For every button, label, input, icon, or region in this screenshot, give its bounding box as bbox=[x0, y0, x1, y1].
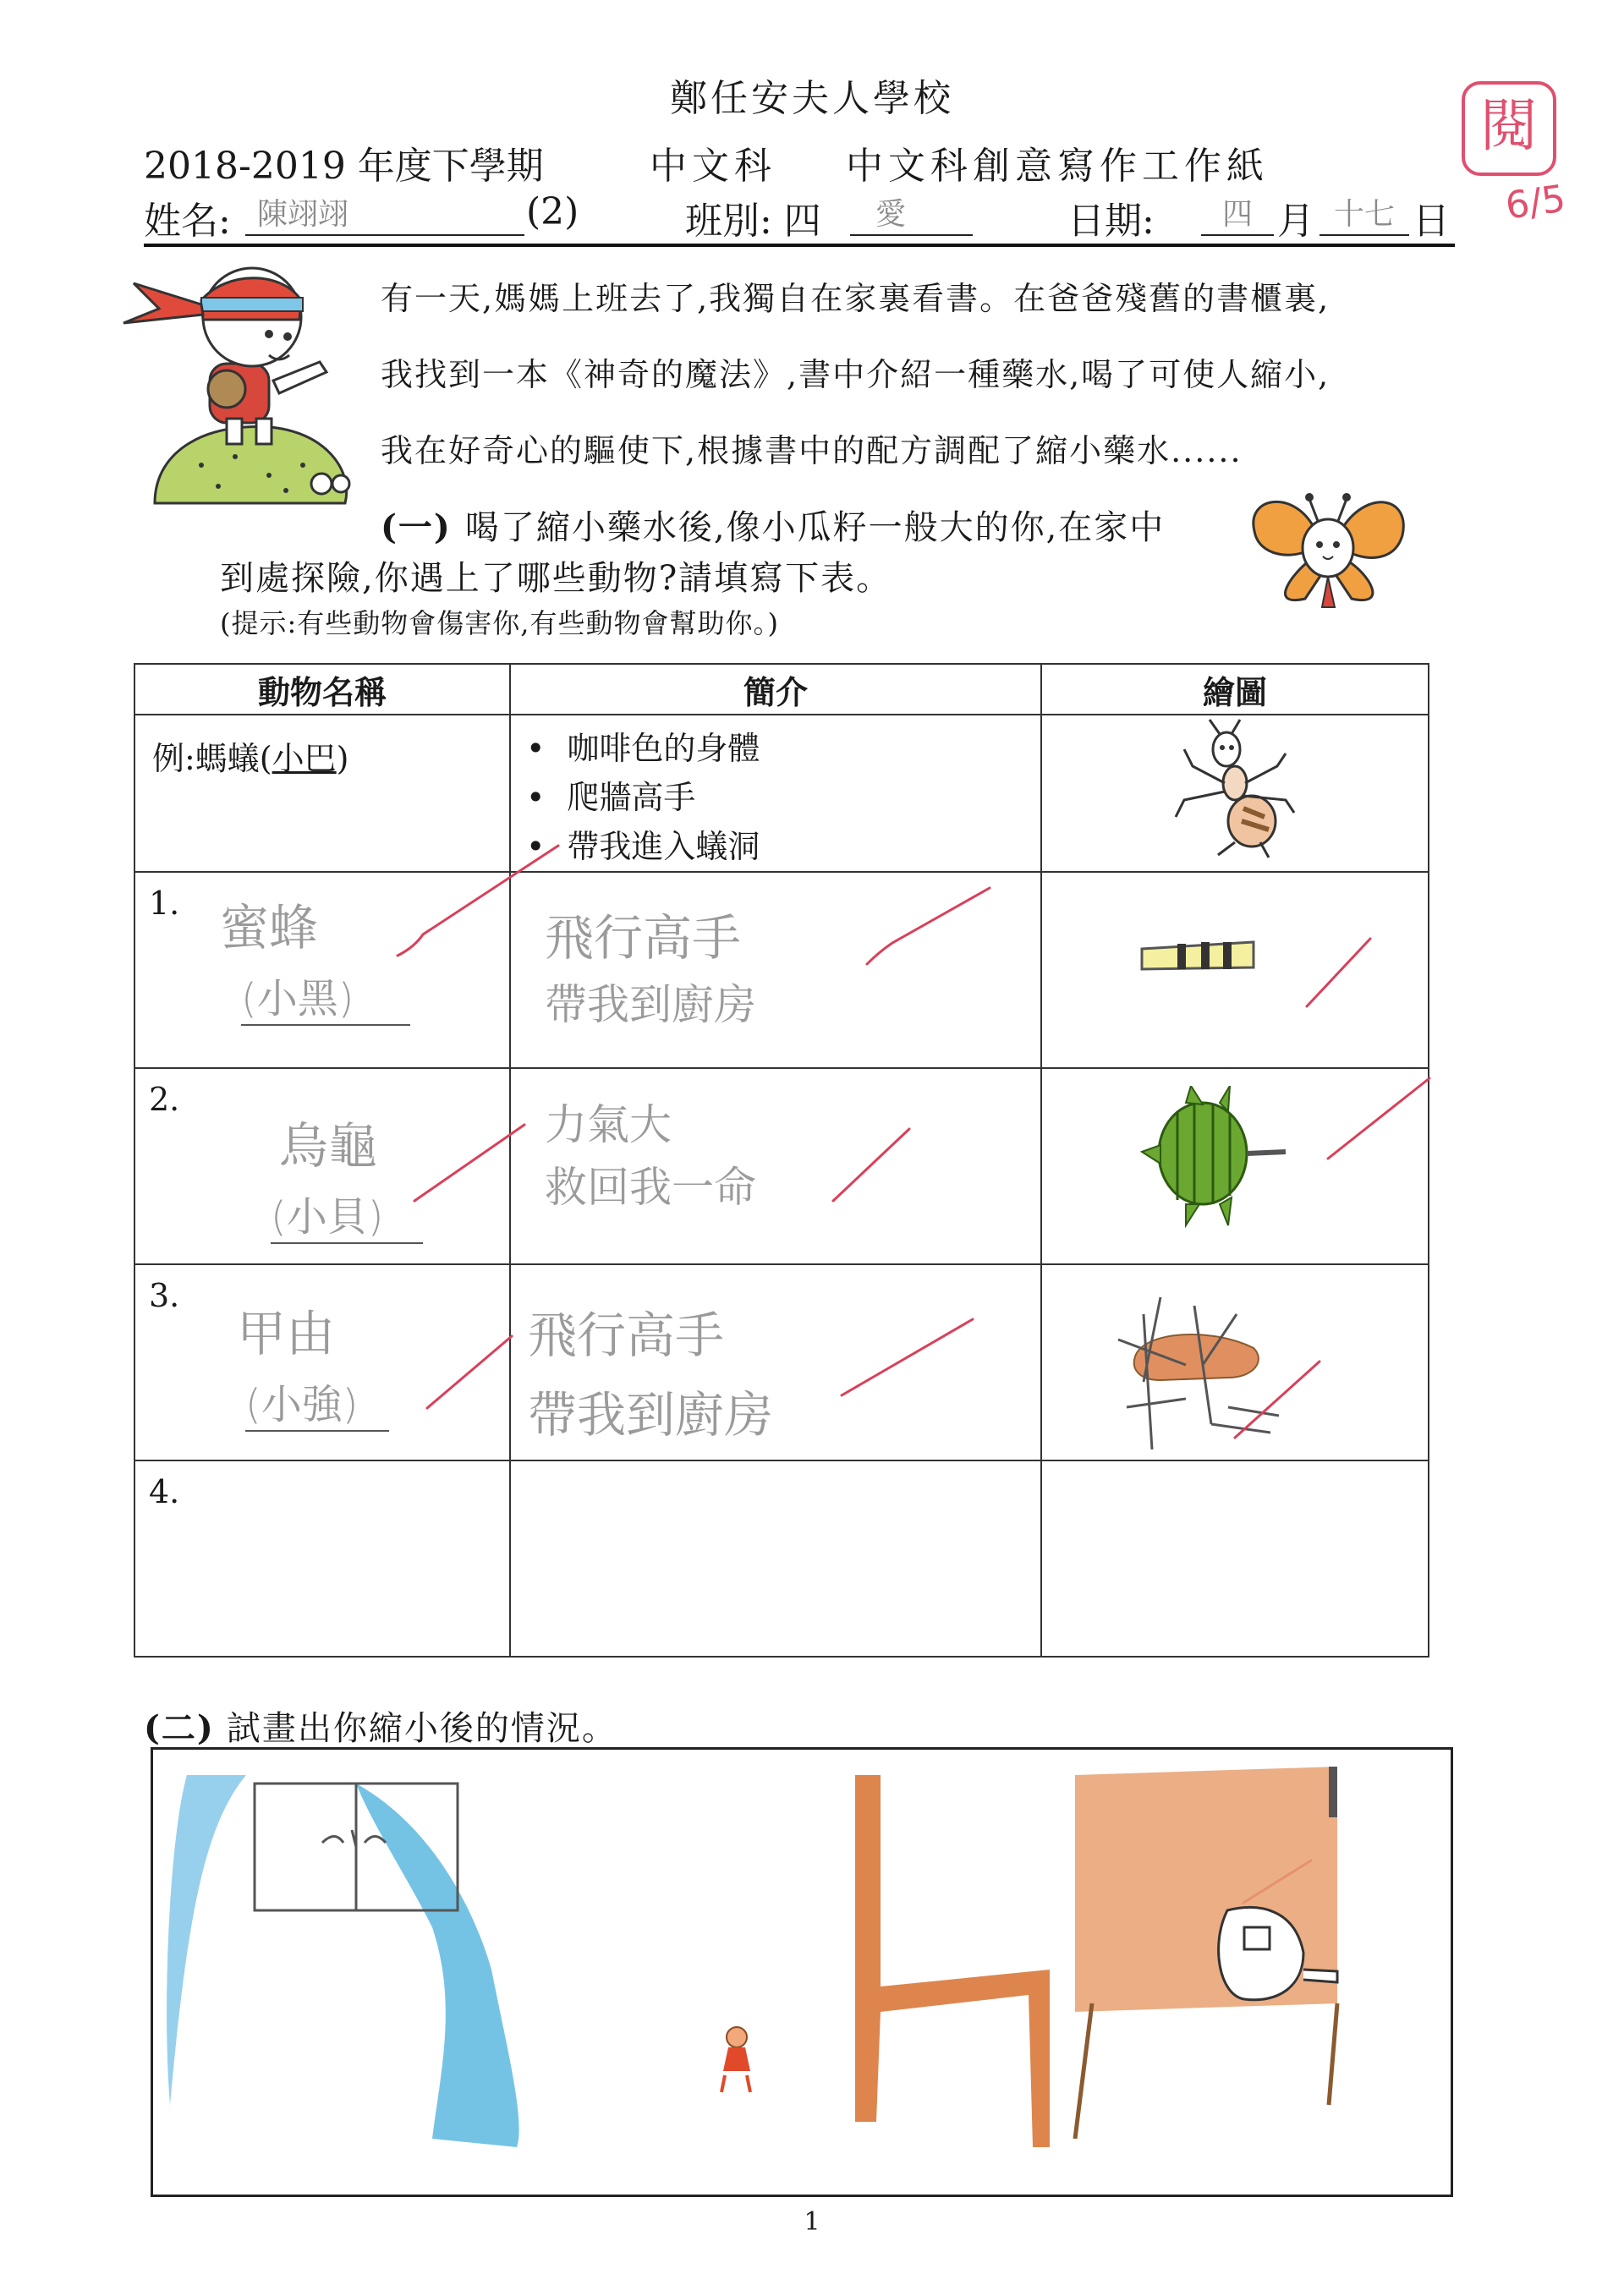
class-label: 班別: 四 bbox=[685, 200, 821, 243]
header-drawing: 繪圖 bbox=[1041, 664, 1429, 715]
row-intro-line: 飛行高手 bbox=[528, 1307, 725, 1364]
example-prefix: 例:螞蟻( bbox=[152, 740, 272, 777]
row-intro-line: 飛行高手 bbox=[545, 909, 742, 967]
row-animal-nickname: (小貝) bbox=[271, 1184, 423, 1244]
row-number: 3. bbox=[149, 1277, 180, 1314]
question1-line1: 喝了縮小藥水後,像小瓜籽一般大的你,在家中 bbox=[464, 508, 1166, 547]
name-label: 姓名: bbox=[144, 200, 231, 243]
row-intro-line: 力氣大 bbox=[545, 1100, 672, 1149]
row-animal-nickname: (小強) bbox=[245, 1372, 389, 1432]
example-nickname: 小巴 bbox=[272, 740, 337, 777]
story-line-1: 有一天,媽媽上班去了,我獨自在家裏看書。在爸爸殘舊的書櫃裏, bbox=[381, 280, 1330, 317]
worksheet-title: 中文科創意寫作工作紙 bbox=[846, 145, 1269, 188]
row-number: 4. bbox=[149, 1473, 180, 1510]
story-line-3: 我在好奇心的驅使下,根據書中的配方調配了縮小藥水...... bbox=[381, 432, 1243, 469]
check-mark-icon bbox=[833, 1129, 909, 1201]
question1-line2: 到處探險,你遇上了哪些動物?請填寫下表。 bbox=[220, 559, 892, 598]
name-value: 陳翊翊 bbox=[257, 197, 349, 232]
example-suffix: ) bbox=[336, 740, 349, 777]
story-line-2: 我找到一本《神奇的魔法》,書中介紹一種藥水,喝了可使人縮小, bbox=[381, 356, 1330, 393]
question1-hint: (提示:有些動物會傷害你,有些動物會幫助你。) bbox=[220, 607, 779, 639]
row-number: 2. bbox=[149, 1081, 180, 1118]
header-animal-name: 動物名稱 bbox=[134, 664, 510, 715]
row-intro-line: 救回我一命 bbox=[545, 1163, 756, 1212]
example-bullet: • 爬牆高手 bbox=[526, 773, 1040, 822]
check-mark-icon bbox=[842, 1319, 973, 1395]
check-mark-icon bbox=[867, 888, 990, 964]
example-bullet: • 咖啡色的身體 bbox=[526, 724, 1040, 773]
date-month: 四 bbox=[1221, 197, 1253, 232]
subject: 中文科 bbox=[650, 145, 776, 188]
example-bullet: • 帶我進入蟻洞 bbox=[526, 822, 1040, 871]
date-label: 日期: bbox=[1067, 200, 1155, 243]
question2-text: 試畫出你縮小後的情況。 bbox=[226, 1709, 617, 1748]
check-mark-icon bbox=[1328, 1078, 1429, 1159]
class-value: 愛 bbox=[875, 197, 907, 232]
check-mark-icon bbox=[398, 846, 558, 956]
row-intro-line: 帶我到廚房 bbox=[545, 980, 756, 1029]
check-mark-icon bbox=[414, 1125, 524, 1201]
class-number: (2) bbox=[526, 190, 579, 233]
day-label: 日 bbox=[1413, 200, 1450, 243]
question1-label: (一) bbox=[381, 507, 452, 547]
check-mark-icon bbox=[1235, 1362, 1320, 1438]
date-day: 十七 bbox=[1333, 197, 1395, 232]
row-animal-name: 烏龜 bbox=[279, 1117, 378, 1175]
month-label: 月 bbox=[1277, 200, 1314, 243]
drawing-box bbox=[151, 1747, 1453, 2197]
question2-prompt bbox=[144, 1701, 617, 1750]
row-intro-line: 帶我到廚房 bbox=[528, 1386, 774, 1444]
question2-label: (二) bbox=[144, 1708, 215, 1748]
year-term: 2018-2019 年度下學期 bbox=[144, 145, 544, 188]
school-name: 鄭任安夫人學校 bbox=[670, 77, 954, 120]
teacher-date: 6/5 bbox=[1502, 177, 1569, 228]
teacher-stamp: 閱 bbox=[1462, 81, 1556, 176]
page-number: 1 bbox=[804, 2207, 820, 2237]
row-animal-name: 甲由 bbox=[237, 1305, 336, 1362]
shrunk-scene-drawing-icon bbox=[153, 1750, 1451, 2195]
row-animal-name: 蜜蜂 bbox=[220, 899, 319, 956]
row-number: 1. bbox=[149, 885, 180, 922]
check-mark-icon bbox=[1307, 939, 1370, 1006]
check-mark-icon bbox=[427, 1336, 512, 1408]
header-introduction: 簡介 bbox=[510, 664, 1041, 715]
row-animal-nickname: (小黑) bbox=[241, 966, 410, 1026]
